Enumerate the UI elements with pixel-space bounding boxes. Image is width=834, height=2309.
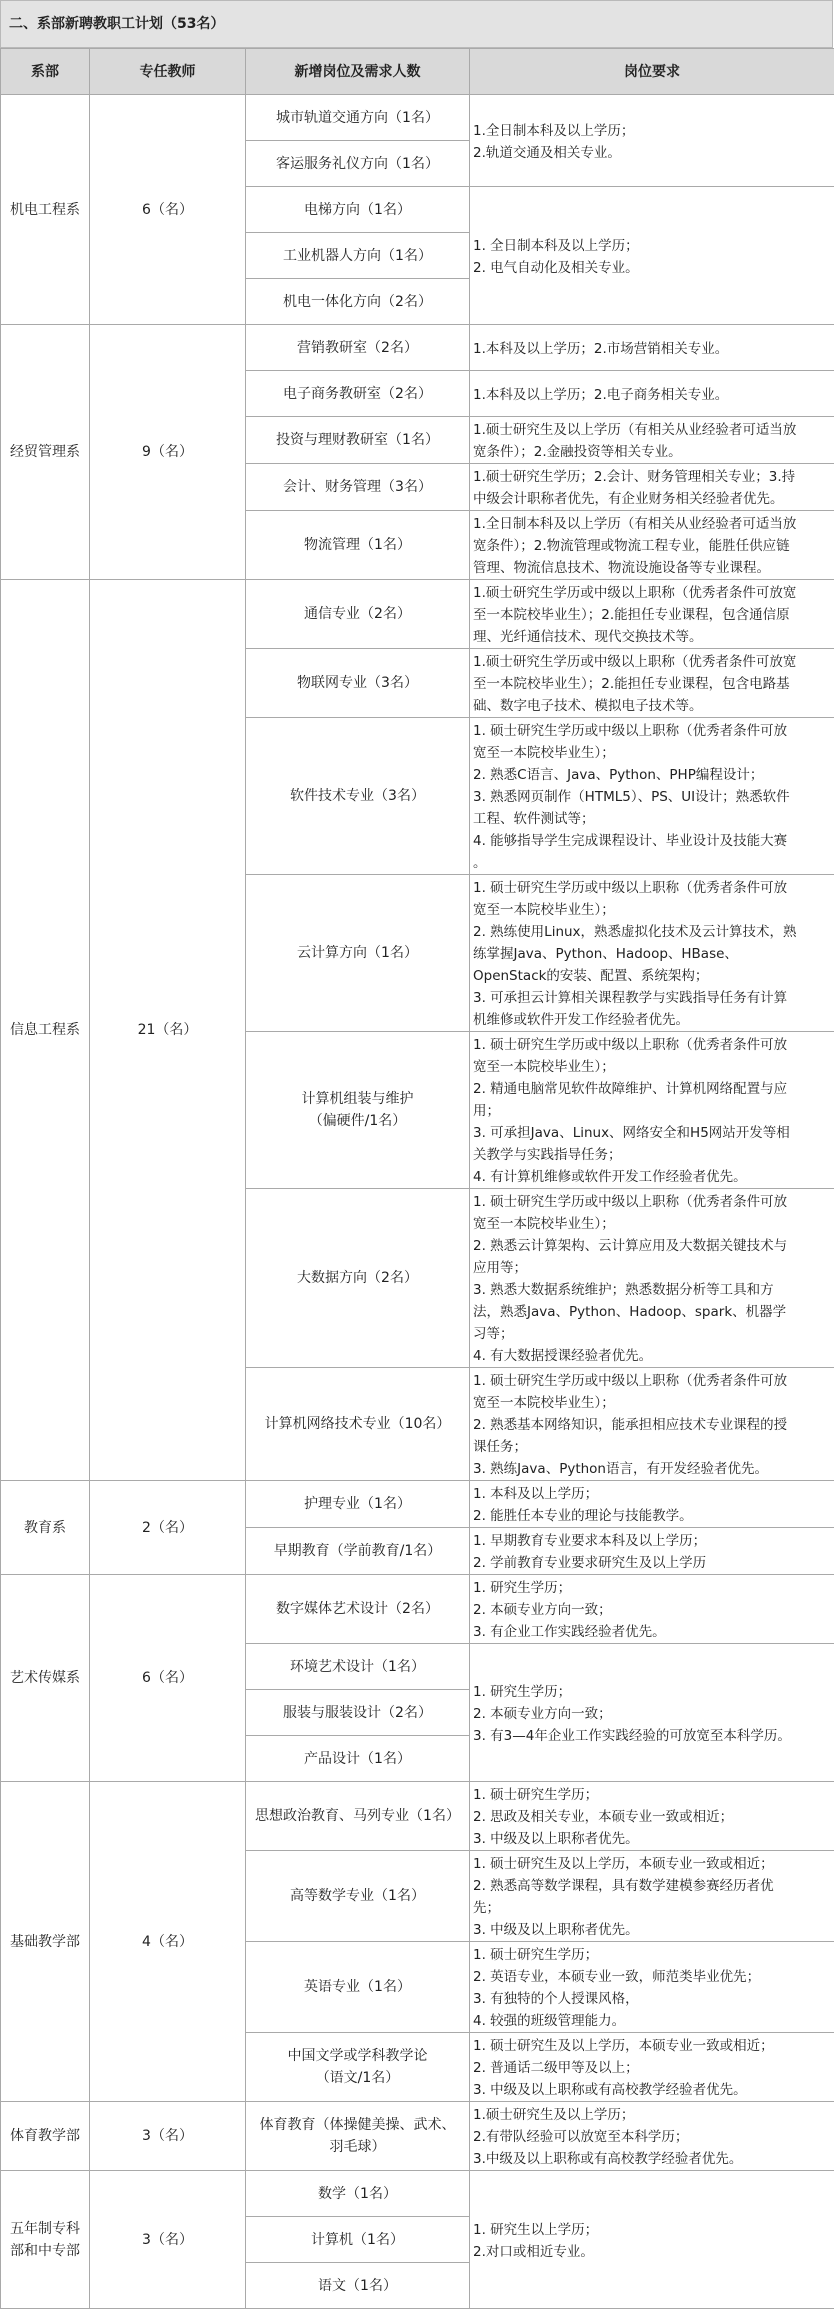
requirement-cell (470, 417, 834, 464)
requirement-line: 至一本院校毕业生）；2.能担任专业课程，包含电路基 (473, 673, 832, 695)
requirement-line: 3. 中级及以上职称者优先。 (473, 1919, 832, 1941)
requirement-line: 4. 有大数据授课经验者优先。 (473, 1345, 832, 1367)
requirement-line: 。 (473, 852, 832, 874)
requirement-line: 2. 熟悉基本网络知识，能承担相应技术专业课程的授 (473, 1414, 832, 1436)
position-cell: 工业机器人方向（1名） (246, 233, 470, 279)
requirement-line: 2. 能胜任本专业的理论与技能教学。 (473, 1505, 832, 1527)
requirement-line: 1. 研究生以上学历； (473, 2219, 832, 2241)
requirement-line: 宽至一本院校毕业生）； (473, 742, 832, 764)
position-cell: 计算机组装与维护 （偏硬件/1名） (246, 1032, 470, 1189)
position-cell: 中国文学或学科教学论 （语文/1名） (246, 2033, 470, 2102)
requirement-line: 3. 熟悉网页制作（HTML5）、PS、UI设计；熟悉软件 (473, 786, 832, 808)
requirement-line: 1. 硕士研究生学历； (473, 1944, 832, 1966)
requirement-line: 1. 研究生学历； (473, 1577, 832, 1599)
requirement-line: 1. 硕士研究生学历或中级以上职称（优秀者条件可放 (473, 1034, 832, 1056)
count-cell: 6（名） (90, 1575, 246, 1782)
requirement-line: 1. 研究生学历； (473, 1681, 832, 1703)
position-cell: 会计、财务管理（3名） (246, 464, 470, 511)
requirement-line: 3. 熟悉大数据系统维护；熟悉数据分析等工具和方 (473, 1279, 832, 1301)
requirement-line: 3. 中级及以上职称或有高校教学经验者优先。 (473, 2079, 832, 2101)
requirement-line: 3. 中级及以上职称者优先。 (473, 1828, 832, 1850)
dept-cell: 体育教学部 (1, 2102, 90, 2171)
position-cell: 云计算方向（1名） (246, 875, 470, 1032)
requirement-line: 用； (473, 1100, 832, 1122)
requirement-line: 2. 熟悉云计算架构、云计算应用及大数据关键技术与 (473, 1235, 832, 1257)
position-cell: 物流管理（1名） (246, 511, 470, 580)
position-cell: 大数据方向（2名） (246, 1189, 470, 1368)
header-positions: 新增岗位及需求人数 (246, 49, 470, 95)
table-row (1, 1481, 834, 1528)
requirement-line: 管理、物流信息技术、物流设施设备等专业课程。 (473, 557, 832, 579)
position-cell: 高等数学专业（1名） (246, 1851, 470, 1942)
requirement-cell (470, 325, 834, 371)
requirement-line: 4. 较强的班级管理能力。 (473, 2010, 832, 2032)
position-cell: 数字媒体艺术设计（2名） (246, 1575, 470, 1644)
requirement-line: 1. 硕士研究生及以上学历，本硕专业一致或相近； (473, 1853, 832, 1875)
requirement-line: 2.对口或相近专业。 (473, 2241, 832, 2263)
requirement-line: 2. 本硕专业方向一致； (473, 1599, 832, 1621)
requirement-cell (470, 1189, 834, 1368)
requirement-line: 法，熟悉Java、Python、Hadoop、spark、机器学 (473, 1301, 832, 1323)
count-cell: 3（名） (90, 2171, 246, 2309)
requirement-cell (470, 1644, 834, 1782)
requirement-line: 2.轨道交通及相关专业。 (473, 142, 832, 164)
requirement-cell (470, 1942, 834, 2033)
requirement-line: 4. 有计算机维修或软件开发工作经验者优先。 (473, 1166, 832, 1188)
requirement-line: 2. 普通话二级甲等及以上； (473, 2057, 832, 2079)
requirement-cell (470, 1575, 834, 1644)
requirement-line: 1. 硕士研究生学历或中级以上职称（优秀者条件可放 (473, 877, 832, 899)
position-cell: 护理专业（1名） (246, 1481, 470, 1528)
count-cell: 21（名） (90, 580, 246, 1481)
requirement-cell (470, 580, 834, 649)
position-cell: 计算机网络技术专业（10名） (246, 1368, 470, 1481)
requirement-cell (470, 718, 834, 875)
position-cell: 早期教育（学前教育/1名） (246, 1528, 470, 1575)
position-cell: 计算机（1名） (246, 2217, 470, 2263)
position-cell: 通信专业（2名） (246, 580, 470, 649)
requirement-line: 1.硕士研究生学历或中级以上职称（优秀者条件可放宽 (473, 582, 832, 604)
requirement-line: 1. 硕士研究生学历或中级以上职称（优秀者条件可放 (473, 720, 832, 742)
position-cell: 机电一体化方向（2名） (246, 279, 470, 325)
dept-cell: 教育系 (1, 1481, 90, 1575)
position-cell: 电子商务教研室（2名） (246, 371, 470, 417)
position-cell: 城市轨道交通方向（1名） (246, 95, 470, 141)
requirement-line: 础、数字电子技术、模拟电子技术等。 (473, 695, 832, 717)
requirement-cell (470, 1782, 834, 1851)
requirement-line: 3.中级及以上职称或有高校教学经验者优先。 (473, 2148, 832, 2170)
requirement-cell (470, 464, 834, 511)
requirement-line: 宽至一本院校毕业生）； (473, 1392, 832, 1414)
requirement-line: 应用等； (473, 1257, 832, 1279)
count-cell: 9（名） (90, 325, 246, 580)
dept-cell: 机电工程系 (1, 95, 90, 325)
requirement-line: 机维修或软件开发工作经验者优先。 (473, 1009, 832, 1031)
requirement-line: 3. 熟练Java、Python语言，有开发经验者优先。 (473, 1458, 832, 1480)
position-cell: 物联网专业（3名） (246, 649, 470, 718)
requirement-line: 宽至一本院校毕业生）； (473, 899, 832, 921)
requirement-line: 1.本科及以上学历；2.市场营销相关专业。 (473, 338, 832, 360)
requirement-line: 2. 英语专业，本硕专业一致，师范类毕业优先； (473, 1966, 832, 1988)
requirement-line: 2.有带队经验可以放宽至本科学历； (473, 2126, 832, 2148)
table-row (1, 1575, 834, 1644)
requirement-line: 理、光纤通信技术、现代交换技术等。 (473, 626, 832, 648)
position-cell: 客运服务礼仪方向（1名） (246, 141, 470, 187)
requirement-line: 1.本科及以上学历；2.电子商务相关专业。 (473, 384, 832, 406)
table-row (1, 2171, 834, 2217)
position-cell: 电梯方向（1名） (246, 187, 470, 233)
position-cell: 营销教研室（2名） (246, 325, 470, 371)
dept-cell: 信息工程系 (1, 580, 90, 1481)
requirement-line: 3. 有独特的个人授课风格， (473, 1988, 832, 2010)
requirement-line: 至一本院校毕业生）；2.能担任专业课程，包含通信原 (473, 604, 832, 626)
requirement-line: 2. 思政及相关专业，本硕专业一致或相近； (473, 1806, 832, 1828)
requirement-line: 3. 有3—4年企业工作实践经验的可放宽至本科学历。 (473, 1725, 832, 1747)
requirement-line: 1. 本科及以上学历； (473, 1483, 832, 1505)
requirement-line: 1.全日制本科及以上学历（有相关从业经验者可适当放 (473, 513, 832, 535)
requirement-line: 1. 硕士研究生学历或中级以上职称（优秀者条件可放 (473, 1370, 832, 1392)
requirement-cell (470, 1481, 834, 1528)
count-cell: 4（名） (90, 1782, 246, 2102)
requirement-line: 1.硕士研究生及以上学历； (473, 2104, 832, 2126)
page-title: 二、系部新聘教职工计划（53名） (0, 0, 833, 48)
dept-cell: 艺术传媒系 (1, 1575, 90, 1782)
requirement-cell (470, 2033, 834, 2102)
position-cell: 语文（1名） (246, 2263, 470, 2309)
requirement-line: 2. 熟悉C语言、Java、Python、PHP编程设计； (473, 764, 832, 786)
table-row (1, 325, 834, 371)
requirement-line: 3. 有企业工作实践经验者优先。 (473, 1621, 832, 1643)
requirement-cell (470, 187, 834, 325)
table-row (1, 1782, 834, 1851)
requirement-line: 2. 本硕专业方向一致； (473, 1703, 832, 1725)
requirement-line: 宽至一本院校毕业生）； (473, 1056, 832, 1078)
requirement-line: 习等； (473, 1323, 832, 1345)
count-cell: 2（名） (90, 1481, 246, 1575)
requirement-cell (470, 95, 834, 187)
position-cell: 英语专业（1名） (246, 1942, 470, 2033)
requirement-line: 2. 精通电脑常见软件故障维护、计算机网络配置与应 (473, 1078, 832, 1100)
header-dept: 系部 (1, 49, 90, 95)
requirement-cell (470, 1368, 834, 1481)
requirement-line: 4. 能够指导学生完成课程设计、毕业设计及技能大赛 (473, 830, 832, 852)
position-cell: 体育教育（体操健美操、武术、 羽毛球） (246, 2102, 470, 2171)
requirement-cell (470, 2102, 834, 2171)
requirement-line: 工程、软件测试等； (473, 808, 832, 830)
position-cell: 软件技术专业（3名） (246, 718, 470, 875)
table-row (1, 580, 834, 649)
table-row (1, 2102, 834, 2171)
count-cell: 6（名） (90, 95, 246, 325)
requirement-cell (470, 511, 834, 580)
requirement-line: 2. 熟悉高等数学课程，具有数学建模参赛经历者优 (473, 1875, 832, 1897)
position-cell: 思想政治教育、马列专业（1名） (246, 1782, 470, 1851)
position-cell: 环境艺术设计（1名） (246, 1644, 470, 1690)
requirement-line: 中级会计职称者优先，有企业财务相关经验者优先。 (473, 488, 832, 510)
requirement-line: 2. 熟练使用Linux，熟悉虚拟化技术及云计算技术，熟 (473, 921, 832, 943)
requirement-line: 宽至一本院校毕业生）； (473, 1213, 832, 1235)
requirement-cell (470, 2171, 834, 2309)
requirement-cell (470, 1851, 834, 1942)
requirement-line: 1. 硕士研究生学历或中级以上职称（优秀者条件可放 (473, 1191, 832, 1213)
requirement-line: 1. 硕士研究生及以上学历，本硕专业一致或相近； (473, 2035, 832, 2057)
requirement-cell (470, 875, 834, 1032)
requirement-cell (470, 649, 834, 718)
requirement-line: 3. 可承担云计算相关课程教学与实践指导任务有计算 (473, 987, 832, 1009)
requirement-line: 关教学与实践指导任务； (473, 1144, 832, 1166)
requirement-line: 1.全日制本科及以上学历； (473, 120, 832, 142)
count-cell: 3（名） (90, 2102, 246, 2171)
requirement-cell (470, 1528, 834, 1575)
requirement-line: 1.硕士研究生及以上学历（有相关从业经验者可适当放 (473, 419, 832, 441)
dept-cell: 经贸管理系 (1, 325, 90, 580)
header-row (1, 49, 834, 95)
requirement-line: 宽条件）；2.金融投资等相关专业。 (473, 441, 832, 463)
recruitment-table (0, 48, 834, 2309)
position-cell: 投资与理财教研室（1名） (246, 417, 470, 464)
requirement-line: 1.硕士研究生学历或中级以上职称（优秀者条件可放宽 (473, 651, 832, 673)
header-teachers: 专任教师 (90, 49, 246, 95)
table-row (1, 95, 834, 141)
position-cell: 产品设计（1名） (246, 1736, 470, 1782)
requirement-line: 先； (473, 1897, 832, 1919)
requirement-line: 1. 全日制本科及以上学历； (473, 235, 832, 257)
requirement-line: 1.硕士研究生学历；2.会计、财务管理相关专业；3.持 (473, 466, 832, 488)
requirement-line: 3. 可承担Java、Linux、网络安全和H5网站开发等相 (473, 1122, 832, 1144)
header-requirements: 岗位要求 (470, 49, 834, 95)
dept-cell: 基础教学部 (1, 1782, 90, 2102)
position-cell: 数学（1名） (246, 2171, 470, 2217)
requirement-line: 课任务； (473, 1436, 832, 1458)
requirement-line: 练掌握Java、Python、Hadoop、HBase、 (473, 943, 832, 965)
requirement-cell (470, 371, 834, 417)
requirement-line: 宽条件）；2.物流管理或物流工程专业，能胜任供应链 (473, 535, 832, 557)
dept-cell: 五年制专科 部和中专部 (1, 2171, 90, 2309)
requirement-line: 1. 早期教育专业要求本科及以上学历； (473, 1530, 832, 1552)
requirement-cell (470, 1032, 834, 1189)
requirement-line: 1. 硕士研究生学历； (473, 1784, 832, 1806)
position-cell: 服装与服装设计（2名） (246, 1690, 470, 1736)
requirement-line: 2. 学前教育专业要求研究生及以上学历 (473, 1552, 832, 1574)
requirement-line: 2. 电气自动化及相关专业。 (473, 257, 832, 279)
requirement-line: OpenStack的安装、配置、系统架构； (473, 965, 832, 987)
